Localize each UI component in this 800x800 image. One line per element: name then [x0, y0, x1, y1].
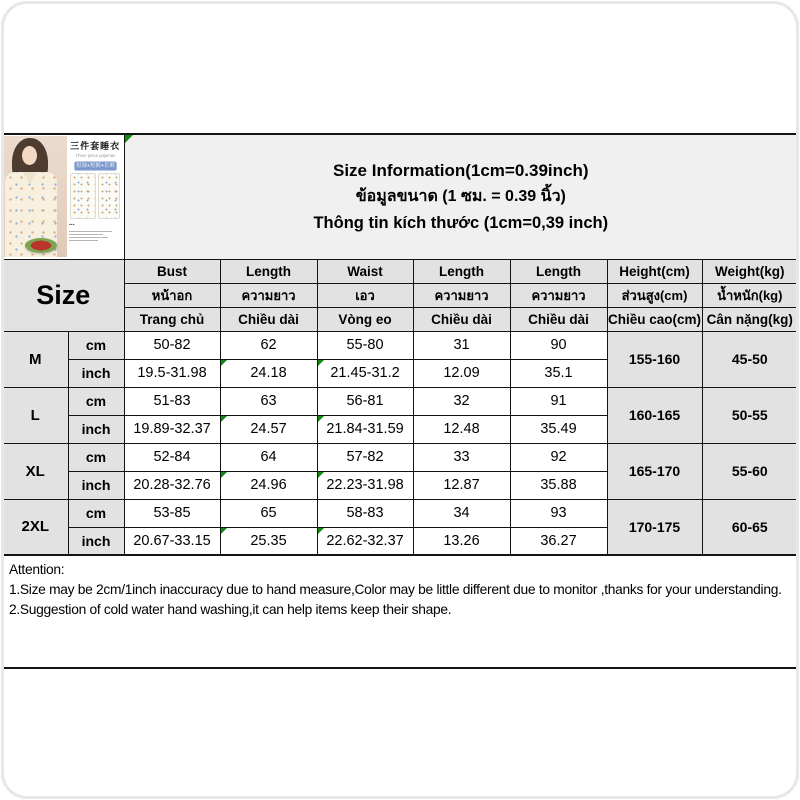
- data-cell: [317, 471, 413, 499]
- product-subtitle-en: Three piece pajamas: [75, 153, 116, 159]
- col-header: Chiều dài: [510, 307, 607, 331]
- data-cell: 51-83: [124, 387, 220, 415]
- data-cell: [317, 527, 413, 555]
- size-table: [1, 133, 799, 556]
- data-cell: [220, 471, 317, 499]
- ellipsis-dots: ...: [68, 220, 75, 228]
- excel-flag-icon: [318, 472, 324, 478]
- attention-heading: Attention:: [9, 562, 65, 577]
- title-row: [2, 134, 798, 259]
- excel-flag-icon: [318, 360, 324, 366]
- col-header: Cân nặng(kg): [702, 307, 798, 331]
- data-cell: 57-82: [317, 443, 413, 471]
- unit-inch-cell: inch: [68, 527, 124, 555]
- data-cell: 91: [510, 387, 607, 415]
- height-cell: 160-165: [607, 387, 702, 443]
- table-row: [2, 499, 798, 527]
- col-header: ความยาว: [510, 283, 607, 307]
- excel-flag-icon: [221, 360, 227, 366]
- size-chart-card: [1, 133, 798, 669]
- size-header-cell: Size: [2, 259, 124, 331]
- size-label-cell: 2XL: [2, 499, 68, 555]
- unit-inch-cell: inch: [68, 471, 124, 499]
- col-header: หน้าอก: [124, 283, 220, 307]
- cell-text: 24.18: [250, 365, 287, 381]
- col-header: ความยาว: [220, 283, 317, 307]
- excel-flag-icon: [318, 416, 324, 422]
- cell-text: 22.62-32.37: [326, 532, 404, 549]
- product-thumbnails: [70, 173, 120, 219]
- cell-text: 22.23-31.98: [326, 477, 404, 493]
- weight-cell: 60-65: [702, 499, 798, 555]
- data-cell: 35.1: [510, 359, 607, 387]
- data-cell: 50-82: [124, 331, 220, 359]
- attention-note: [1, 556, 798, 669]
- weight-cell: 55-60: [702, 443, 798, 499]
- excel-flag-icon: [125, 135, 133, 143]
- col-header: Length: [413, 259, 510, 283]
- data-cell: 20.28-32.76: [124, 471, 220, 499]
- data-cell: [220, 415, 317, 443]
- table-row: [2, 387, 798, 415]
- data-cell: 58-83: [317, 499, 413, 527]
- data-cell: 12.09: [413, 359, 510, 387]
- excel-flag-icon: [221, 528, 227, 534]
- excel-flag-icon: [221, 416, 227, 422]
- data-cell: 32: [413, 387, 510, 415]
- col-header: Height(cm): [607, 259, 702, 283]
- col-header: ส่วนสูง(cm): [607, 283, 702, 307]
- data-cell: 13.26: [413, 527, 510, 555]
- size-information-title-cell: [124, 134, 798, 259]
- data-cell: 12.87: [413, 471, 510, 499]
- product-badge: 短袖+短裤+长裤: [75, 163, 115, 169]
- unit-inch-cell: inch: [68, 415, 124, 443]
- col-header: Weight(kg): [702, 259, 798, 283]
- attention-line-2: 2.Suggestion of cold water hand washing,it can help items keep their shape.: [9, 602, 452, 617]
- header-row-english: [2, 259, 798, 283]
- height-cell: 170-175: [607, 499, 702, 555]
- title-vietnamese: Thông tin kích thước (1cm=0,39 inch): [313, 213, 609, 232]
- col-header: Vòng eo: [317, 307, 413, 331]
- excel-flag-icon: [221, 472, 227, 478]
- cell-text: 21.84-31.59: [326, 421, 404, 437]
- data-cell: 35.88: [510, 471, 607, 499]
- data-cell: 33: [413, 443, 510, 471]
- col-header: Length: [220, 259, 317, 283]
- data-cell: 65: [220, 499, 317, 527]
- pajama-pants-thumbnail: [98, 173, 120, 219]
- col-header: Length: [510, 259, 607, 283]
- data-cell: [220, 527, 317, 555]
- data-cell: 64: [220, 443, 317, 471]
- product-photo: [3, 136, 124, 257]
- col-header: น้ำหนัก(kg): [702, 283, 798, 307]
- data-cell: [317, 359, 413, 387]
- product-photo-cell: [2, 134, 124, 259]
- size-label-cell: L: [2, 387, 68, 443]
- col-header: ความยาว: [413, 283, 510, 307]
- data-cell: 19.5-31.98: [124, 359, 220, 387]
- data-cell: 55-80: [317, 331, 413, 359]
- data-cell: 31: [413, 331, 510, 359]
- height-cell: 165-170: [607, 443, 702, 499]
- product-title-cn: 三件套睡衣: [70, 141, 121, 152]
- cell-text: 24.57: [250, 421, 287, 437]
- table-row: [2, 331, 798, 359]
- unit-cm-cell: cm: [68, 331, 124, 359]
- table-row: [2, 443, 798, 471]
- data-cell: 52-84: [124, 443, 220, 471]
- pajama-collar: [23, 172, 37, 184]
- pajama-set-thumbnail: [70, 173, 96, 219]
- data-cell: 19.89-32.37: [124, 415, 220, 443]
- col-header: เอว: [317, 283, 413, 307]
- col-header: Chiều cao(cm): [607, 307, 702, 331]
- size-label-cell: M: [2, 331, 68, 387]
- col-header: Waist: [317, 259, 413, 283]
- title-english: Size Information(1cm=0.39inch): [333, 160, 589, 180]
- height-cell: 155-160: [607, 331, 702, 387]
- unit-cm-cell: cm: [68, 443, 124, 471]
- title-thai: ข้อมูลขนาด (1 ซม. = 0.39 นิ้ว): [355, 187, 566, 205]
- data-cell: 92: [510, 443, 607, 471]
- col-header: Trang chủ: [124, 307, 220, 331]
- excel-flag-icon: [318, 528, 324, 534]
- cell-text: 25.35: [250, 532, 287, 549]
- col-header: Bust: [124, 259, 220, 283]
- data-cell: 56-81: [317, 387, 413, 415]
- data-cell: 35.49: [510, 415, 607, 443]
- model-photo: [3, 136, 67, 257]
- product-info-panel: [67, 136, 124, 257]
- data-cell: [220, 359, 317, 387]
- col-header: Chiều dài: [220, 307, 317, 331]
- data-cell: 36.27: [510, 527, 607, 555]
- unit-cm-cell: cm: [68, 387, 124, 415]
- data-cell: 34: [413, 499, 510, 527]
- data-cell: 12.48: [413, 415, 510, 443]
- attention-line-1: 1.Size may be 2cm/1inch inaccuracy due to hand measure,Color may be little different due to monitor ,thanks for your understanding.: [9, 582, 782, 597]
- unit-inch-cell: inch: [68, 359, 124, 387]
- cell-text: 21.45-31.2: [330, 365, 400, 381]
- data-cell: [317, 415, 413, 443]
- data-cell: 53-85: [124, 499, 220, 527]
- weight-cell: 45-50: [702, 331, 798, 387]
- weight-cell: 50-55: [702, 387, 798, 443]
- cell-text: 24.96: [250, 477, 287, 493]
- size-label-cell: XL: [2, 443, 68, 499]
- data-cell: 93: [510, 499, 607, 527]
- unit-cm-cell: cm: [68, 499, 124, 527]
- data-cell: 63: [220, 387, 317, 415]
- data-cell: 90: [510, 331, 607, 359]
- data-cell: 20.67-33.15: [124, 527, 220, 555]
- data-cell: 62: [220, 331, 317, 359]
- tiny-spec-text: [69, 229, 122, 243]
- col-header: Chiều dài: [413, 307, 510, 331]
